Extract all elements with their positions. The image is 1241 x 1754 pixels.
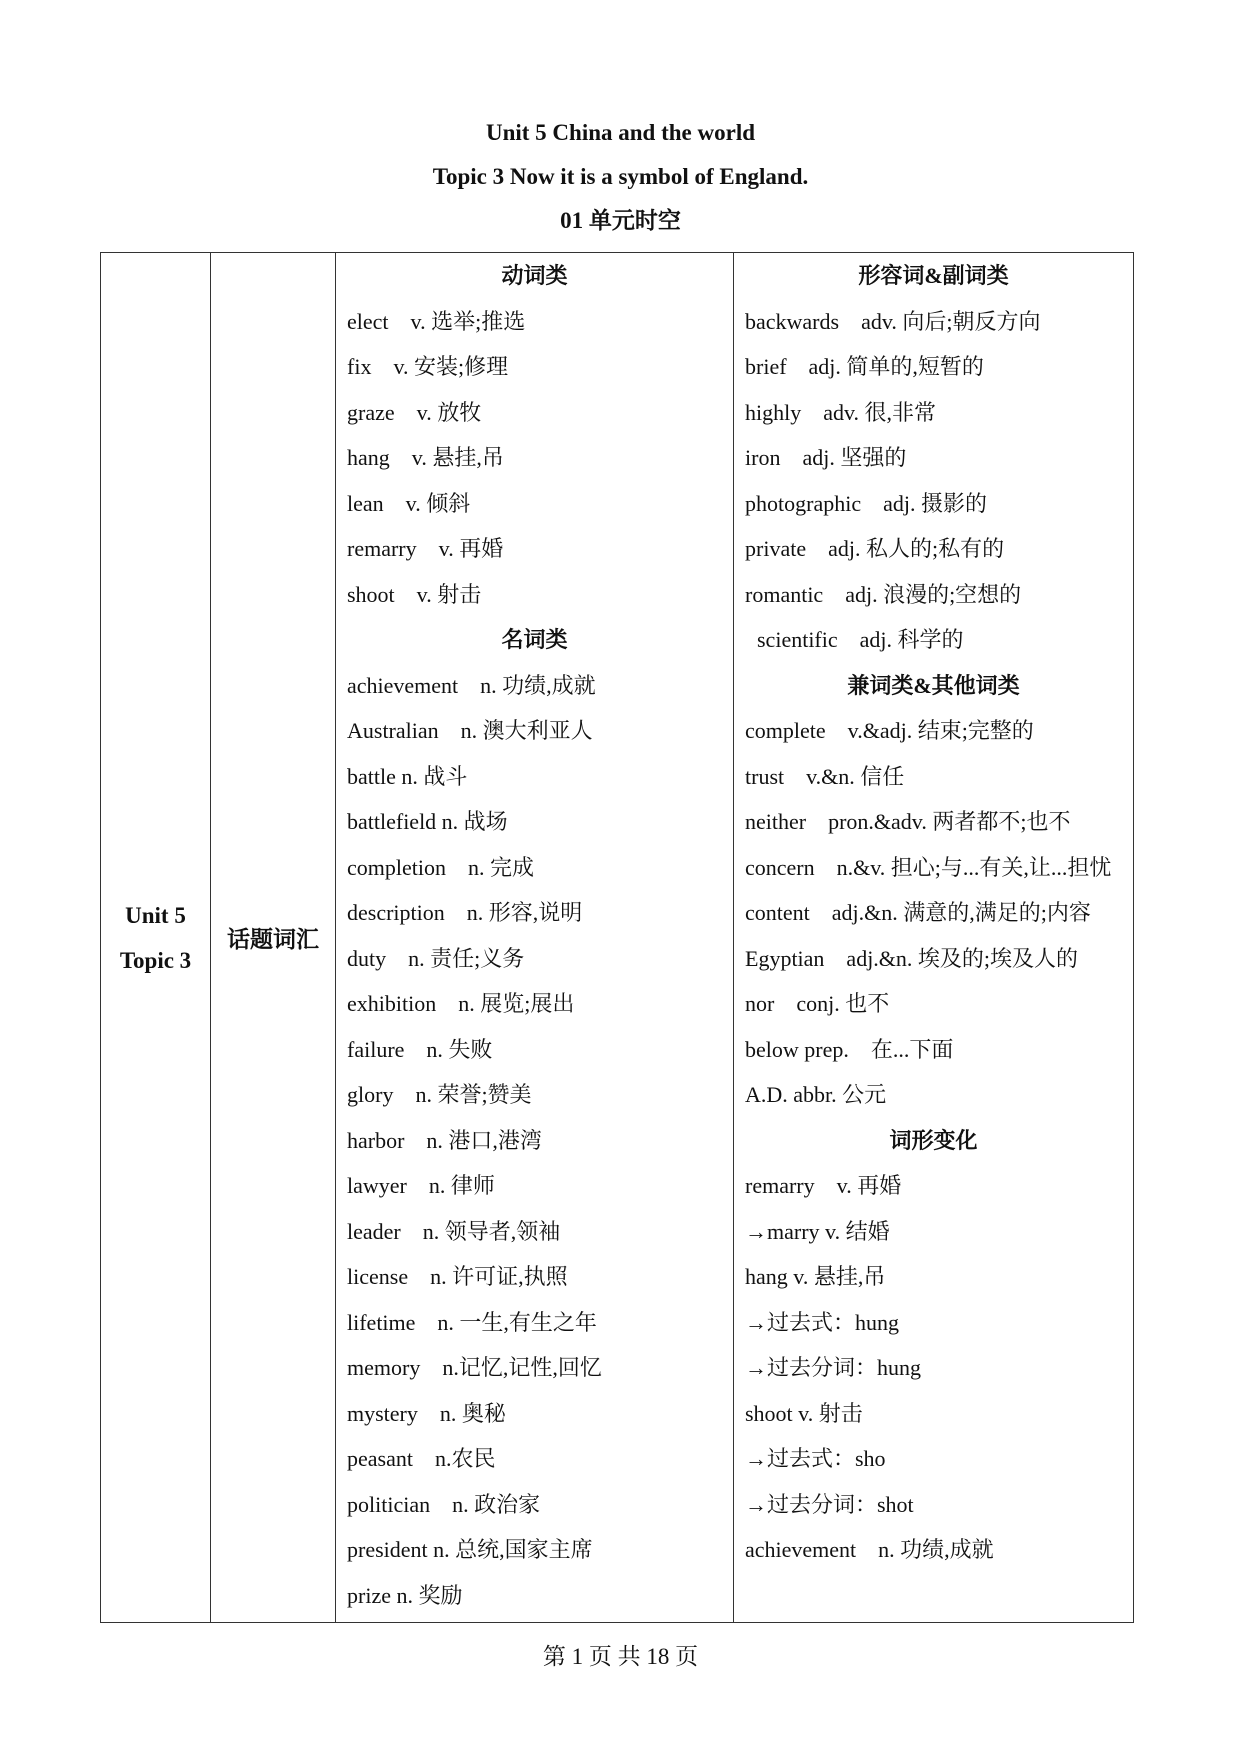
vocab-entry: elect v. 选举;推选: [347, 308, 526, 334]
category-heading: 动词类: [501, 263, 568, 288]
right-vocab-column: [734, 253, 1134, 1623]
vocab-entry: battle n. 战斗: [347, 763, 468, 789]
vocab-entry: scientific adj. 科学的: [757, 627, 964, 652]
vocab-entry: Australian n. 澳大利亚人: [347, 718, 593, 743]
topic-vocab-label: 话题词汇: [227, 927, 319, 952]
vocab-entry: →过去分词：shot: [745, 1491, 914, 1517]
vocab-entry: graze v. 放牧: [347, 399, 482, 425]
vocab-entry: concern n.&v. 担心;与...有关,让...担忧: [745, 854, 1112, 880]
vocab-entry: fix v. 安装;修理: [347, 354, 509, 379]
vocab-entry: hang v. 悬挂,吊: [347, 445, 504, 470]
vocab-entry: →过去式：sho: [745, 1446, 886, 1471]
vocab-entry: →marry v. 结婚: [745, 1218, 890, 1244]
vocab-entry: shoot v. 射击: [745, 1400, 863, 1426]
vocab-entry: exhibition n. 展览;展出: [347, 991, 575, 1016]
vocab-entry: below prep. 在...下面: [745, 1036, 954, 1062]
vocab-entry: prize n. 奖励: [347, 1582, 463, 1608]
vocab-entry: harbor n. 港口,港湾: [347, 1127, 542, 1153]
left-vocab-column: [336, 253, 734, 1623]
vocab-entry: mystery n. 奥秘: [347, 1400, 506, 1426]
vocab-entry: neither pron.&adv. 两者都不;也不: [745, 809, 1071, 834]
category-heading: 名词类: [501, 627, 568, 652]
vocab-entry: leader n. 领导者,领袖: [347, 1218, 561, 1244]
vocab-entry: content adj.&n. 满意的,满足的;内容: [745, 900, 1091, 925]
vocab-entry: →过去式：hung: [745, 1309, 900, 1335]
vocab-entry: completion n. 完成: [347, 854, 534, 880]
vocab-entry: achievement n. 功绩,成就: [347, 672, 596, 698]
vocab-entry: backwards adv. 向后;朝反方向: [745, 308, 1041, 334]
vocab-entry: remarry v. 再婚: [745, 1173, 902, 1198]
vocab-entry: lawyer n. 律师: [347, 1173, 495, 1198]
table-row: [101, 253, 1134, 1623]
vocab-entry: memory n.记忆,记性,回忆: [347, 1355, 602, 1380]
vocab-entry: romantic adj. 浪漫的;空想的: [745, 581, 1022, 607]
vocab-entry: lifetime n. 一生,有生之年: [347, 1309, 597, 1335]
vocab-entry: Egyptian adj.&n. 埃及的;埃及人的: [745, 945, 1079, 971]
vocab-entry: lean v. 倾斜: [347, 490, 471, 516]
page-number: 第 1 页 共 18 页: [542, 1644, 699, 1669]
vocab-entry: complete v.&adj. 结束;完整的: [745, 718, 1034, 743]
category-heading: 词形变化: [889, 1127, 978, 1153]
vocab-entry: duty n. 责任;义务: [347, 945, 525, 971]
unit-topic-cell: [101, 253, 211, 1623]
vocab-entry: peasant n.农民: [347, 1446, 496, 1471]
left-vocab-list: [336, 253, 733, 1622]
vocab-entry: hang v. 悬挂,吊: [745, 1264, 886, 1289]
unit-label: Unit 5: [125, 902, 186, 928]
vocab-entry: achievement n. 功绩,成就: [745, 1537, 994, 1562]
topic-vocab-cell: [211, 253, 336, 1623]
vocab-entry: →过去分词：hung: [745, 1355, 922, 1380]
vocab-entry: iron adj. 坚强的: [745, 445, 907, 470]
topic-title: Topic 3 Now it is a symbol of England.: [432, 164, 809, 189]
vocab-entry: politician n. 政治家: [347, 1491, 541, 1517]
topic-label: Topic 3: [119, 947, 192, 973]
right-vocab-list: [734, 253, 1133, 1577]
vocab-entry: license n. 许可证,执照: [347, 1264, 568, 1289]
category-heading: 形容词&副词类: [858, 263, 1009, 288]
vocab-entry: brief adj. 简单的,短暂的: [745, 354, 984, 379]
vocab-entry: shoot v. 射击: [347, 581, 482, 607]
vocab-entry: A.D. abbr. 公元: [745, 1082, 887, 1107]
vocab-entry: trust v.&n. 信任: [745, 763, 905, 789]
vocab-entry: remarry v. 再婚: [347, 536, 504, 561]
vocab-entry: failure n. 失败: [347, 1036, 493, 1062]
vocab-entry: battlefield n. 战场: [347, 809, 508, 834]
vocab-entry: president n. 总统,国家主席: [347, 1537, 593, 1562]
document-title: Unit 5 China and the world: [485, 120, 756, 145]
vocab-entry: private adj. 私人的;私有的: [745, 536, 1005, 561]
category-heading: 兼词类&其他词类: [847, 672, 1020, 698]
vocab-entry: highly adv. 很,非常: [745, 399, 937, 425]
vocab-entry: description n. 形容,说明: [347, 900, 583, 925]
vocab-entry: nor conj. 也不: [745, 991, 890, 1016]
vocabulary-table: [100, 252, 1134, 1623]
vocab-entry: glory n. 荣誉;赞美: [347, 1082, 532, 1107]
vocab-entry: photographic adj. 摄影的: [745, 490, 987, 516]
section-heading: 01 单元时空: [560, 208, 681, 233]
